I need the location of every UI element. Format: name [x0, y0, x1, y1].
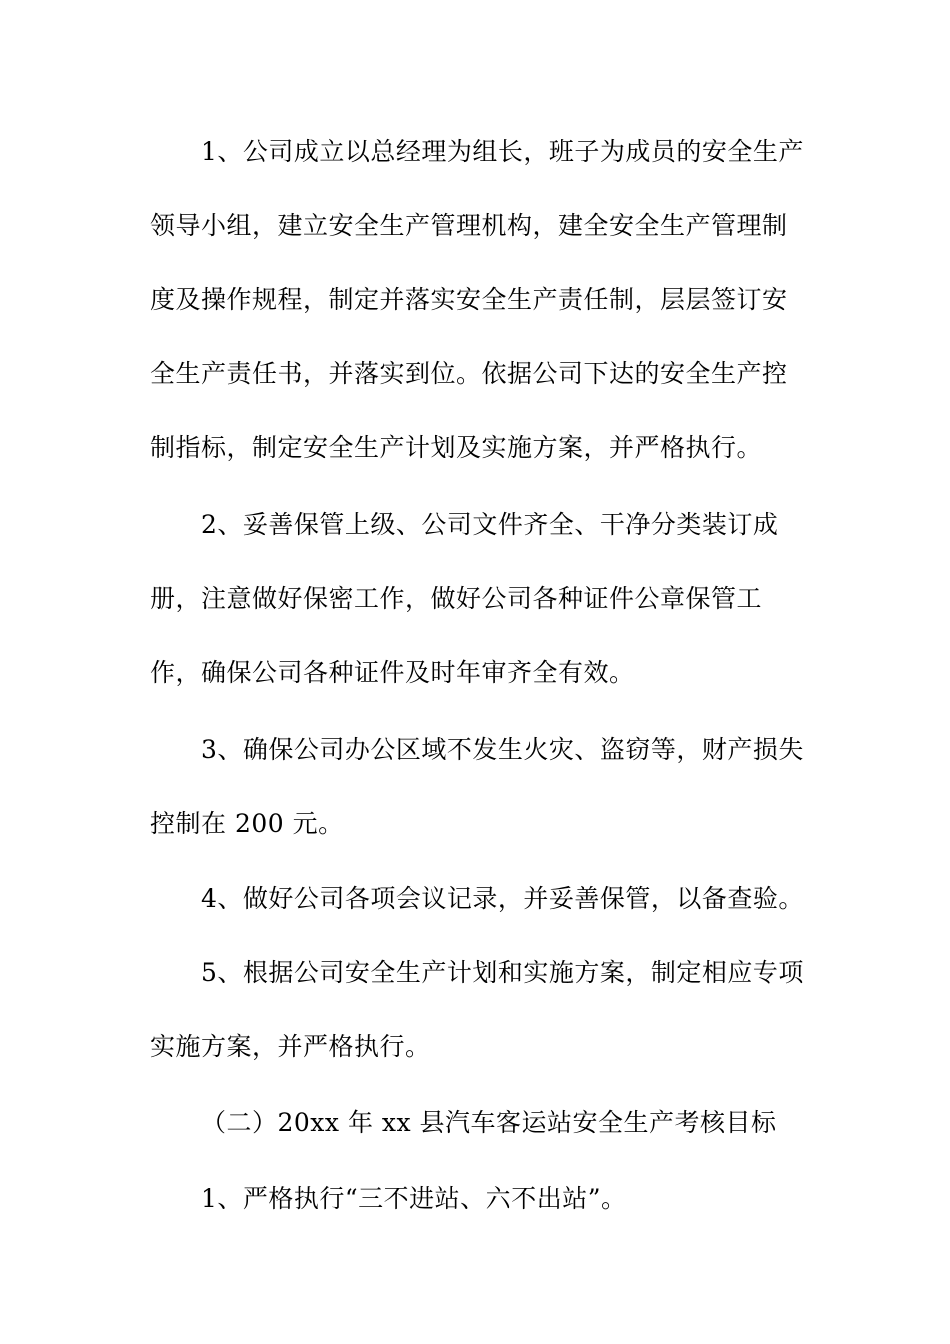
paragraph-4-line-1: 4、做好公司各项会议记录，并妥善保管，以备查验。	[201, 884, 804, 913]
paragraph-6-line-1: 1、严格执行“三不进站、六不出站”。	[201, 1184, 627, 1213]
paragraph-1-line-1: 1、公司成立以总经理为组长，班子为成员的安全生产	[201, 137, 804, 166]
paragraph-1-line-5: 制指标，制定安全生产计划及实施方案，并严格执行。	[150, 433, 763, 462]
paragraph-1-line-3: 度及操作规程，制定并落实安全生产责任制，层层签订安	[150, 285, 788, 314]
paragraph-2-line-3: 作，确保公司各种证件及时年审齐全有效。	[150, 658, 635, 687]
paragraph-2-line-1: 2、妥善保管上级、公司文件齐全、干净分类装订成	[201, 510, 779, 539]
paragraph-3-line-1: 3、确保公司办公区域不发生火灾、盗窃等，财产损失	[201, 735, 804, 764]
paragraph-5-line-1: 5、根据公司安全生产计划和实施方案，制定相应专项	[201, 958, 804, 987]
paragraph-2-line-2: 册，注意做好保密工作，做好公司各种证件公章保管工	[150, 584, 763, 613]
paragraph-1-line-4: 全生产责任书，并落实到位。依据公司下达的安全生产控	[150, 359, 788, 388]
paragraph-3-line-2: 控制在 200 元。	[150, 809, 344, 838]
paragraph-1-line-2: 领导小组，建立安全生产管理机构，建全安全生产管理制	[150, 211, 788, 240]
paragraph-5-line-2: 实施方案，并严格执行。	[150, 1032, 431, 1061]
section-heading: （二）20xx 年 xx 县汽车客运站安全生产考核目标	[201, 1108, 777, 1137]
